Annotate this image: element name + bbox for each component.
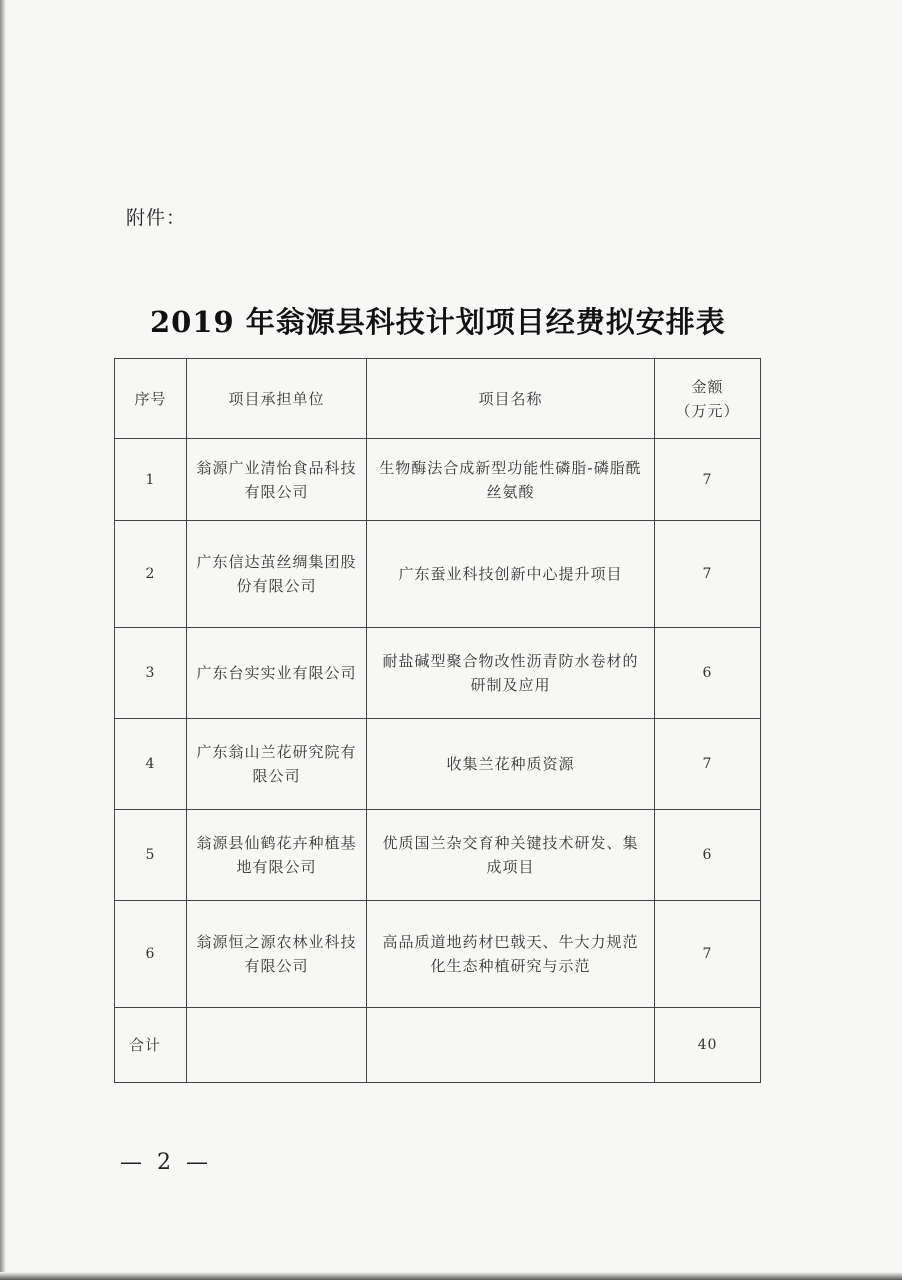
header-amount-unit: （万元）	[675, 401, 740, 420]
row-amount: 7	[655, 439, 761, 521]
header-amount	[655, 359, 761, 439]
row-unit: 广东台实实业有限公司	[187, 628, 367, 719]
row-index: 2	[115, 521, 187, 628]
total-unit	[187, 1008, 367, 1083]
table-row	[115, 810, 761, 901]
header-unit: 项目承担单位	[187, 359, 367, 439]
row-unit: 广东翁山兰花研究院有限公司	[187, 719, 367, 810]
row-index: 4	[115, 719, 187, 810]
row-index: 3	[115, 628, 187, 719]
row-index: 6	[115, 901, 187, 1008]
table-row	[115, 521, 761, 628]
row-amount: 6	[655, 628, 761, 719]
row-project: 优质国兰杂交育种关键技术研发、集成项目	[367, 810, 655, 901]
row-amount: 7	[655, 521, 761, 628]
page-number: — 2 —	[120, 1150, 212, 1175]
row-unit: 翁源广业清怡食品科技有限公司	[187, 439, 367, 521]
row-project: 收集兰花种质资源	[367, 719, 655, 810]
header-index: 序号	[115, 359, 187, 439]
row-index: 1	[115, 439, 187, 521]
table-row	[115, 719, 761, 810]
attachment-label: 附件：	[126, 207, 187, 229]
total-amount: 40	[655, 1008, 761, 1083]
total-project	[367, 1008, 655, 1083]
row-amount: 7	[655, 719, 761, 810]
budget-table	[114, 358, 761, 1083]
row-unit: 翁源恒之源农林业科技有限公司	[187, 901, 367, 1008]
row-unit: 广东信达茧丝绸集团股份有限公司	[187, 521, 367, 628]
row-project: 生物酶法合成新型功能性磷脂-磷脂酰丝氨酸	[367, 439, 655, 521]
row-amount: 7	[655, 901, 761, 1008]
page-bottom-shadow	[0, 1272, 902, 1280]
table-row	[115, 439, 761, 521]
table-row	[115, 628, 761, 719]
table-header-row	[115, 359, 761, 439]
row-project: 广东蚕业科技创新中心提升项目	[367, 521, 655, 628]
total-row	[115, 1008, 761, 1083]
page-edge-shadow	[0, 0, 6, 1280]
row-project: 耐盐碱型聚合物改性沥青防水卷材的研制及应用	[367, 628, 655, 719]
total-label: 合计	[115, 1008, 187, 1083]
header-project: 项目名称	[367, 359, 655, 439]
table-row	[115, 901, 761, 1008]
row-project: 高品质道地药材巴戟天、牛大力规范化生态种植研究与示范	[367, 901, 655, 1008]
header-amount-label: 金额	[691, 377, 724, 396]
row-unit: 翁源县仙鹤花卉种植基地有限公司	[187, 810, 367, 901]
row-amount: 6	[655, 810, 761, 901]
page-title: 2019 年翁源县科技计划项目经费拟安排表	[150, 305, 726, 339]
row-index: 5	[115, 810, 187, 901]
